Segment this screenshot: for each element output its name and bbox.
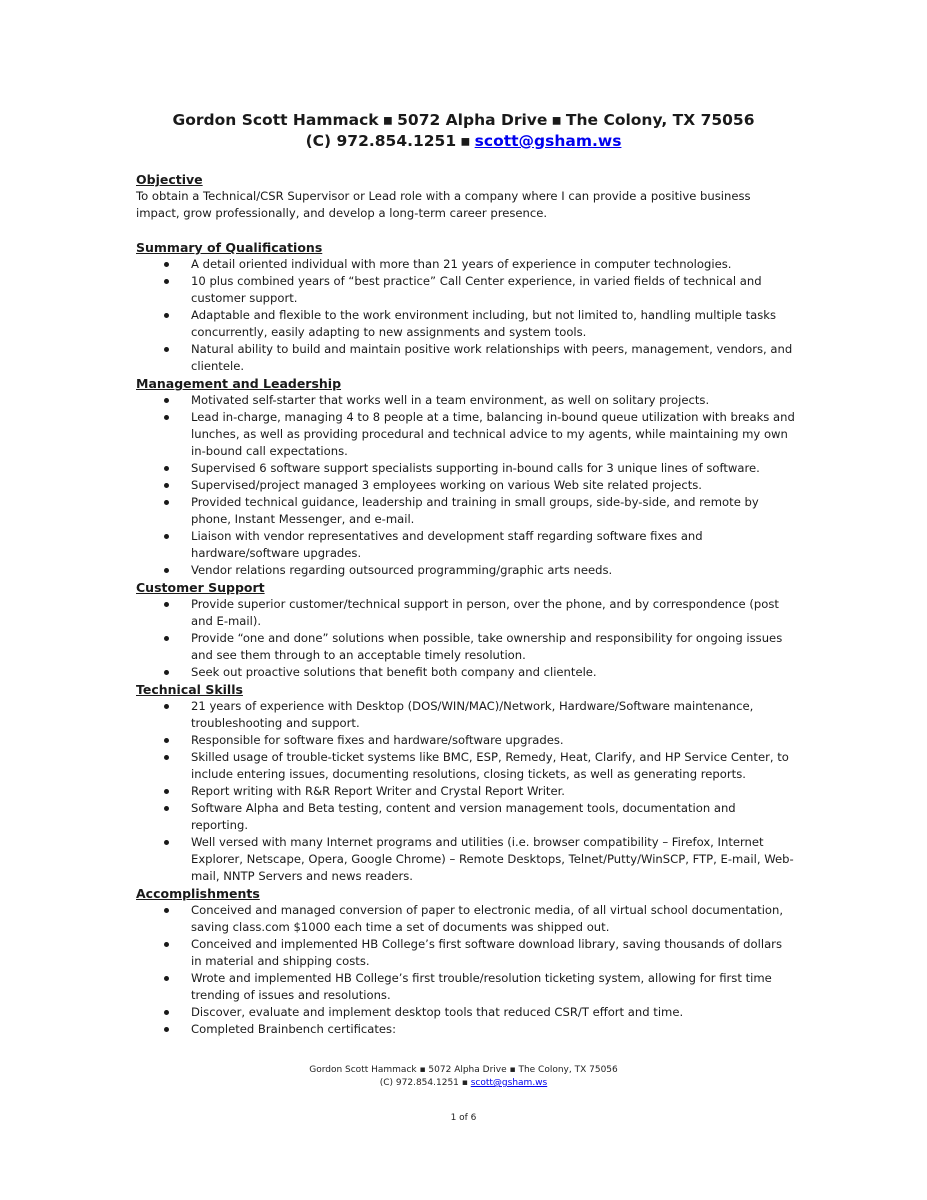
list-item: Completed Brainbench certificates: [136, 1021, 796, 1038]
header-address: 5072 Alpha Drive [397, 111, 548, 129]
footer-email-link[interactable]: scott@gsham.ws [470, 1078, 548, 1088]
bullet-icon [164, 347, 169, 352]
page-number: 1 of 6 [450, 1113, 477, 1123]
list-item: Provided technical guidance, leadership and training in small groups, side-by-side, and remote by phone, Instant Messenger, and e-mail. [136, 494, 796, 528]
bullet-icon [164, 840, 169, 845]
objective-section [136, 171, 796, 222]
section-title-accomplishments: Accomplishments [136, 886, 260, 901]
list-item: Provide “one and done” solutions when possible, take ownership and responsibility for ongoing issues and see them through to an acceptable timely resolution. [136, 630, 796, 664]
separator: ▪ [551, 111, 562, 129]
bullet-icon [164, 738, 169, 743]
list-item: Report writing with R&R Report Writer and Crystal Report Writer. [136, 783, 796, 800]
bullet-icon [164, 789, 169, 794]
list-item: Wrote and implemented HB College’s first trouble/resolution ticketing system, allowing for first time trending of issues and resolutions. [136, 970, 796, 1004]
separator: ▪ [460, 132, 471, 150]
support-section [136, 579, 796, 681]
bullet-icon [164, 755, 169, 760]
list-item: Responsible for software fixes and hardware/software upgrades. [136, 732, 796, 749]
section-title-technical: Technical Skills [136, 682, 243, 697]
list-item: Conceived and implemented HB College’s first software download library, saving thousands of dollars in material and shipping costs. [136, 936, 796, 970]
bullet-icon [164, 806, 169, 811]
header-line-2 [0, 132, 927, 150]
accomplishments-section [136, 885, 796, 1038]
bullet-icon [164, 534, 169, 539]
bullet-icon [164, 636, 169, 641]
list-item: Vendor relations regarding outsourced programming/graphic arts needs. [136, 562, 796, 579]
bullet-icon [164, 415, 169, 420]
summary-section [136, 239, 796, 375]
list-item: Supervised/project managed 3 employees working on various Web site related projects. [136, 477, 796, 494]
header-email-link[interactable]: scott@gsham.ws [474, 132, 622, 150]
bullet-icon [164, 976, 169, 981]
resume-content [136, 171, 796, 1038]
section-title-management: Management and Leadership [136, 376, 342, 391]
bullet-icon [164, 262, 169, 267]
technical-section [136, 681, 796, 885]
bullet-icon [164, 313, 169, 318]
list-item: 21 years of experience with Desktop (DOS/WIN/MAC)/Network, Hardware/Software maintenance, troubleshooting and support. [136, 698, 796, 732]
management-section [136, 375, 796, 579]
list-item: Well versed with many Internet programs and utilities (i.e. browser compatibility – Firefox, Internet Explorer, Netscape, Opera, Google Chrome) – Remote Desktops, Telnet/Putty/WinSCP, FTP, E-mail, Web-mail, NNTP Servers and news readers. [136, 834, 796, 885]
bullet-icon [164, 1010, 169, 1015]
footer-contact [0, 1077, 927, 1089]
list-item: Adaptable and flexible to the work environment including, but not limited to, handling multiple tasks concurrently, easily adapting to new assignments and system tools. [136, 307, 796, 341]
bullet-icon [164, 279, 169, 284]
separator: ▪ [382, 111, 394, 129]
list-item: Conceived and managed conversion of paper to electronic media, of all virtual school documentation, saving class.com $1000 each time a set of documents was shipped out. [136, 902, 796, 936]
header-name: Gordon Scott Hammack [172, 111, 379, 129]
bullet-icon [164, 483, 169, 488]
bullet-icon [164, 398, 169, 403]
section-title-summary: Summary of Qualifications [136, 240, 323, 255]
list-item: Discover, evaluate and implement desktop tools that reduced CSR/T effort and time. [136, 1004, 796, 1021]
list-item: Liaison with vendor representatives and development staff regarding software fixes and hardware/software upgrades. [136, 528, 796, 562]
footer-phone: (C) 972.854.1251 ▪ [379, 1078, 471, 1088]
list-item: Seek out proactive solutions that benefit both company and clientele. [136, 664, 796, 681]
header-phone: (C) 972.854.1251 [305, 132, 457, 150]
bullet-icon [164, 466, 169, 471]
list-item: Motivated self-starter that works well in a team environment, as well on solitary projects. [136, 392, 796, 409]
list-item: A detail oriented individual with more than 21 years of experience in computer technologies. [136, 256, 796, 273]
list-item: Lead in-charge, managing 4 to 8 people at a time, balancing in-bound queue utilization with breaks and lunches, as well as providing procedural and technical advice to my agents, while maintaining my own in-bound call expectations. [136, 409, 796, 460]
bullet-icon [164, 568, 169, 573]
list-item: Natural ability to build and maintain positive work relationships with peers, management, vendors, and clientele. [136, 341, 796, 375]
list-item: Provide superior customer/technical support in person, over the phone, and by correspondence (post and E-mail). [136, 596, 796, 630]
spacer [136, 222, 796, 239]
list-item: Software Alpha and Beta testing, content and version management tools, documentation and reporting. [136, 800, 796, 834]
bullet-icon [164, 1027, 169, 1032]
bullet-icon [164, 704, 169, 709]
bullet-icon [164, 500, 169, 505]
header-line-1 [0, 111, 927, 129]
list-item: 10 plus combined years of “best practice” Call Center experience, in varied fields of technical and customer support. [136, 273, 796, 307]
section-title-objective: Objective [136, 172, 203, 187]
bullet-icon [164, 670, 169, 675]
bullet-icon [164, 908, 169, 913]
footer-address: Gordon Scott Hammack ▪ 5072 Alpha Drive ▪ The Colony, TX 75056 [309, 1065, 618, 1075]
list-item: Skilled usage of trouble-ticket systems like BMC, ESP, Remedy, Heat, Clarify, and HP Service Center, to include entering issues, documenting resolutions, closing tickets, as well as generating reports. [136, 749, 796, 783]
header-city: The Colony, TX 75056 [565, 111, 755, 129]
objective-text: To obtain a Technical/CSR Supervisor or Lead role with a company where I can provide a positive business impact, grow professionally, and develop a long-term career presence. [136, 189, 751, 220]
list-item: Supervised 6 software support specialists supporting in-bound calls for 3 unique lines of software. [136, 460, 796, 477]
bullet-icon [164, 942, 169, 947]
bullet-icon [164, 602, 169, 607]
section-title-support: Customer Support [136, 580, 265, 595]
